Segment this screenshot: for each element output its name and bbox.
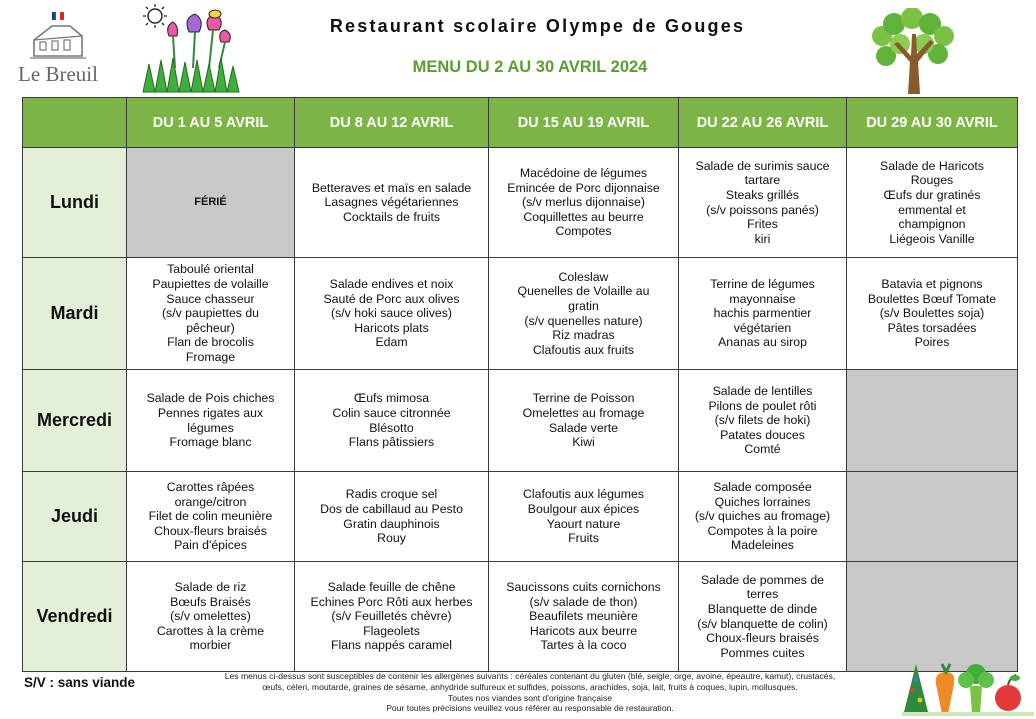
allergen-notes [170, 671, 890, 714]
menu-item: Bœufs Braisés [170, 594, 251, 609]
menu-item: terres [746, 587, 779, 602]
menu-item: Pennes rigates aux [157, 405, 264, 420]
day-label: Mercredi [23, 370, 127, 472]
week-header: DU 8 AU 12 AVRIL [295, 98, 489, 148]
menu-item: Emincée de Porc dijonnaise [507, 180, 660, 195]
menu-cell [127, 370, 295, 472]
menu-item: Salade feuille de chêne [327, 580, 456, 595]
menu-cell [679, 148, 847, 258]
corner-cell [23, 98, 127, 148]
menu-item: Coquillettes au beurre [523, 209, 644, 224]
menu-item: Filet de colin meunière [148, 509, 273, 524]
day-label: Jeudi [23, 472, 127, 562]
menu-item: Œufs mimosa [353, 391, 430, 406]
week-header: DU 15 AU 19 AVRIL [489, 98, 679, 148]
tree-illustration [864, 8, 960, 99]
menu-item: Beaufilets meunière [529, 609, 638, 624]
menu-item: Comté [744, 442, 781, 457]
menu-item: Paupiettes de volaille [152, 277, 269, 292]
menu-item: Fromage [185, 349, 236, 364]
menu-cell [127, 562, 295, 672]
menu-cell [679, 370, 847, 472]
menu-item: Gratin dauphinois [343, 516, 440, 531]
table-row [23, 258, 1018, 370]
tree-icon [864, 8, 960, 94]
menu-item: Salade de riz [174, 580, 247, 595]
menu-item: Fromage blanc [169, 435, 252, 450]
menu-item: Fruits [568, 531, 599, 546]
menu-item: Blanquette de dinde [707, 601, 818, 616]
menu-item: Pilons de poulet rôti [708, 398, 817, 413]
menu-item: (s/v paupiettes du [161, 306, 260, 321]
menu-item: Ananas au sirop [718, 335, 807, 350]
menu-item: Blésotto [369, 420, 414, 435]
breuil-logo [12, 8, 102, 88]
day-label: Mardi [23, 258, 127, 370]
menu-item: Steaks grillés [725, 187, 800, 202]
menu-cell [295, 258, 489, 370]
menu-item: Yaourt nature [546, 516, 621, 531]
menu-item: (s/v quiches au fromage) [694, 509, 831, 524]
menu-item: Salade de surimis sauce [695, 158, 830, 173]
menu-cell [847, 148, 1018, 258]
menu-item: Poires [914, 335, 950, 350]
menu-item: champignon [898, 217, 966, 232]
menu-cell [295, 562, 489, 672]
table-header-row [23, 98, 1018, 148]
menu-item: Quenelles de Volaille au [517, 284, 650, 299]
menu-item: Tartes à la coco [540, 638, 627, 653]
menu-item: Macédoine de légumes [519, 166, 648, 181]
menu-cell [127, 472, 295, 562]
menu-item: Flans pâtissiers [348, 435, 435, 450]
menu-cell [489, 370, 679, 472]
menu-period: MENU DU 2 AU 30 AVRIL 2024 [412, 58, 648, 76]
breuil-logo-icon [30, 10, 86, 62]
menu-item: Salade verte [548, 420, 619, 435]
vegetables-icon [902, 660, 1034, 718]
menu-item: emmental et [898, 202, 966, 217]
menu-item: (s/v filets de hoki) [714, 413, 811, 428]
menu-item: (s/v blanquette de colin) [697, 616, 828, 631]
menu-cell [295, 472, 489, 562]
menu-item: (s/v quenelles nature) [524, 313, 643, 328]
menu-item: Salade de pommes de [700, 572, 825, 587]
note-line: œufs, céleri, moutarde, graines de sésame, anhydride sulfureux et sulfides, poissons, arachides, soja, lait, fruits à coques, lupin, mollusques. [262, 681, 798, 692]
table-row [23, 472, 1018, 562]
menu-item: (s/v merlus dijonnaise) [521, 195, 645, 210]
sv-legend: S/V : sans viande [24, 675, 136, 690]
menu-cell [489, 148, 679, 258]
vegetables-illustration [902, 660, 1034, 719]
menu-item: mayonnaise [729, 291, 796, 306]
menu-cell [679, 562, 847, 672]
menu-item: kiri [754, 231, 771, 246]
menu-item: Pain d'épices [174, 538, 247, 553]
week-header: DU 22 AU 26 AVRIL [679, 98, 847, 148]
menu-item: Carottes à la crème [156, 623, 265, 638]
menu-item: Carottes râpées [166, 480, 255, 495]
menu-item: (s/v Feuilletés chèvre) [331, 609, 452, 624]
menu-item: légumes [187, 420, 234, 435]
menu-item: Madeleines [731, 538, 794, 553]
menu-item: (s/v Boulettes soja) [879, 306, 985, 321]
day-label: Vendredi [23, 562, 127, 672]
menu-item: Riz madras [552, 328, 615, 343]
menu-item: Rouges [910, 173, 954, 188]
menu-item: Terrine de Poisson [532, 391, 635, 406]
menu-item: Sauce chasseur [166, 291, 255, 306]
menu-item: FÉRIÉ [194, 196, 227, 209]
menu-item: Dos de cabillaud au Pesto [320, 501, 463, 516]
menu-item: Sauté de Porc aux olives [323, 291, 460, 306]
menu-item: Radis croque sel [345, 487, 438, 502]
flowers-illustration [135, 2, 245, 99]
menu-item: tartare [744, 173, 781, 188]
menu-item: Boulettes Bœuf Tomate [867, 291, 997, 306]
menu-item: Boulgour aux épices [527, 501, 640, 516]
menu-cell [489, 258, 679, 370]
menu-item: pêcheur) [186, 320, 235, 335]
note-line: Pour toutes précisions veuillez vous référer au responsable de restauration. [386, 703, 674, 714]
menu-cell [127, 258, 295, 370]
menu-cell [679, 472, 847, 562]
menu-item: Compotes à la poire [707, 523, 818, 538]
table-row [23, 370, 1018, 472]
menu-item: Cocktails de fruits [342, 209, 441, 224]
menu-item: Echines Porc Rôti aux herbes [310, 594, 473, 609]
menu-item: Compotes [555, 224, 612, 239]
menu-item: végétarien [733, 320, 792, 335]
menu-item: Œufs dur gratinés [883, 187, 981, 202]
page-title: Restaurant scolaire Olympe de Gouges [329, 16, 746, 36]
menu-item: hachis parmentier [713, 306, 812, 321]
menu-cell [489, 472, 679, 562]
menu-item: Flans nappés caramel [331, 638, 452, 653]
menu-item: Haricots plats [354, 320, 429, 335]
menu-cell [847, 562, 1018, 672]
menu-item: gratin [568, 298, 599, 313]
menu-item: (s/v hoki sauce olives) [331, 306, 452, 321]
menu-item: Salade composée [713, 480, 812, 495]
menu-item: Saucissons cuits cornichons [506, 580, 661, 595]
menu-item: Terrine de légumes [710, 277, 815, 292]
note-line: Toutes nos viandes sont d'origine française [447, 692, 613, 703]
menu-cell [847, 258, 1018, 370]
menu-item: Colin sauce citronnée [332, 405, 451, 420]
menu-item: Haricots aux beurre [529, 623, 638, 638]
table-row [23, 148, 1018, 258]
menu-item: (s/v salade de thon) [529, 594, 638, 609]
menu-item: orange/citron [174, 494, 247, 509]
menu-item: Flan de brocolis [167, 335, 254, 350]
menu-item: Clafoutis aux légumes [523, 487, 644, 502]
menu-item: morbier [189, 638, 232, 653]
menu-cell [679, 258, 847, 370]
menu-cell [295, 148, 489, 258]
menu-item: Rouy [377, 531, 406, 546]
menu-item: Kiwi [572, 435, 595, 450]
week-header: DU 29 AU 30 AVRIL [847, 98, 1018, 148]
week-header: DU 1 AU 5 AVRIL [127, 98, 295, 148]
menu-cell [847, 370, 1018, 472]
menu-cell [847, 472, 1018, 562]
flowers-icon [135, 2, 245, 94]
menu-item: Salade de Pois chiches [146, 391, 275, 406]
menu-item: Salade de lentilles [712, 384, 813, 399]
menu-item: Choux-fleurs braisés [706, 631, 819, 646]
menu-item: Frites [747, 217, 778, 232]
menu-item: Clafoutis aux fruits [532, 342, 635, 357]
logo-text: Le Breuil [18, 62, 98, 86]
menu-table [22, 97, 1018, 672]
day-label: Lundi [23, 148, 127, 258]
menu-item: Salade endives et noix [329, 277, 454, 292]
note-line: Les menus ci-dessus sont susceptibles de contenir les allergènes suivants : céréales contenant du gluten (blé, seigle, orge, avoine, épeautre, kamut), crustacés, [224, 671, 836, 681]
menu-item: Choux-fleurs braisés [154, 523, 267, 538]
menu-item: Quiches lorraines [714, 494, 811, 509]
menu-item: Pommes cuites [720, 645, 805, 660]
menu-item: Edam [375, 335, 408, 350]
menu-item: Lasagnes végétariennes [324, 195, 459, 210]
menu-item: (s/v poissons panés) [706, 202, 819, 217]
table-row [23, 562, 1018, 672]
menu-item: Liégeois Vanille [889, 231, 975, 246]
menu-item: Batavia et pignons [881, 277, 983, 292]
menu-item: Betteraves et maïs en salade [311, 180, 472, 195]
menu-item: Patates douces [720, 427, 805, 442]
menu-item: Salade de Haricots [880, 158, 984, 173]
menu-item: Flageolets [363, 623, 420, 638]
menu-cell [127, 148, 295, 258]
menu-item: Taboulé oriental [167, 262, 254, 277]
menu-item: Coleslaw [558, 269, 609, 284]
menu-item: (s/v omelettes) [170, 609, 251, 624]
menu-item: Omelettes au fromage [522, 405, 645, 420]
menu-item: Pâtes torsadées [887, 320, 977, 335]
menu-cell [295, 370, 489, 472]
menu-cell [489, 562, 679, 672]
